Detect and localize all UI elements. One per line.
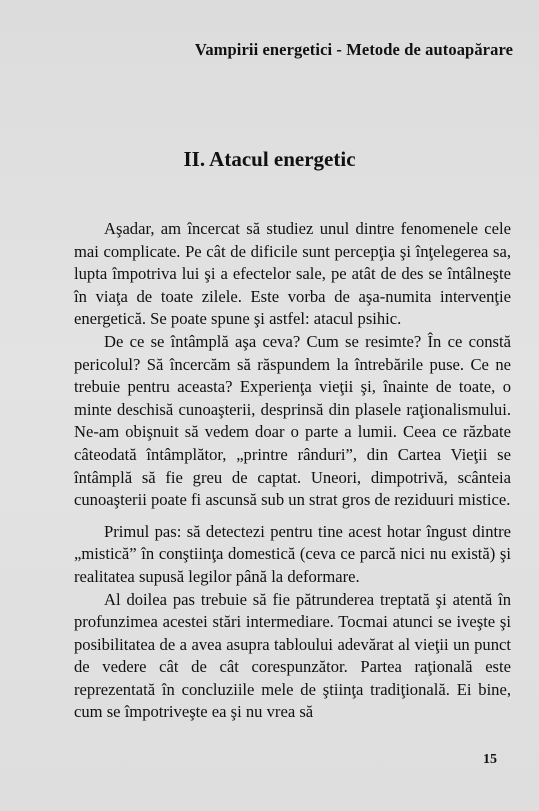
paragraph-2: De ce se întâmplă aşa ceva? Cum se resimte? În ce constă pericolul? Să încercăm să răspundem la întrebările puse. Ce ne trebuie pentru aceasta? Experienţa vieţii şi, înainte de toate, o minte deschisă cunoaşterii, desprinsă din plasele raţionalismului. Ne-am obişnuit să vedem doar o parte a lumii. Ceea ce răzbate câteodată întâmplător, „printre rânduri”, din Cartea Vieţii se întâmplă să fie greu de captat. Uneori, dimpotrivă, scânteia cunoaşterii poate fi ascunsă sub un strat gros de reziduuri mistice.: [74, 331, 511, 510]
body-text: [74, 218, 511, 724]
page-number: 15: [483, 752, 497, 767]
paragraph-4: Al doilea pas trebuie să fie pătrunderea treptată şi atentă în profunzimea acestei stări intermediare. Tocmai atunci se iveşte şi posibilitatea de a avea asupra tabloului adevărat al vieţii un punct de vedere cât de cât corespunzător. Partea raţională este reprezentată în concluziile mele de ştiinţa tradiţională. Ei bine, cum se împotriveşte ea şi nu vrea să: [74, 589, 511, 722]
paragraph-3: Primul pas: să detectezi pentru tine acest hotar îngust dintre „mistică” în conştiinţa domestică (ceva ce parcă nici nu există) şi realitatea supusă legilor până la deformare.: [74, 521, 511, 586]
chapter-title: II. Atacul energetic: [183, 147, 356, 171]
paragraph-1: Aşadar, am încercat să studiez unul dintre fenomenele cele mai complicate. Pe cât de dificile sunt percepţia şi înţelegerea sa, lupta împotriva lui şi a efectelor sale, pe atât de des se întâlneşte în viaţa de toate zilele. Este vorba de aşa-numita intervenţie energetică. Se poate spune şi astfel: atacul psihic.: [74, 219, 511, 329]
running-head: Vampirii energetici - Metode de autoapărare: [194, 40, 513, 59]
